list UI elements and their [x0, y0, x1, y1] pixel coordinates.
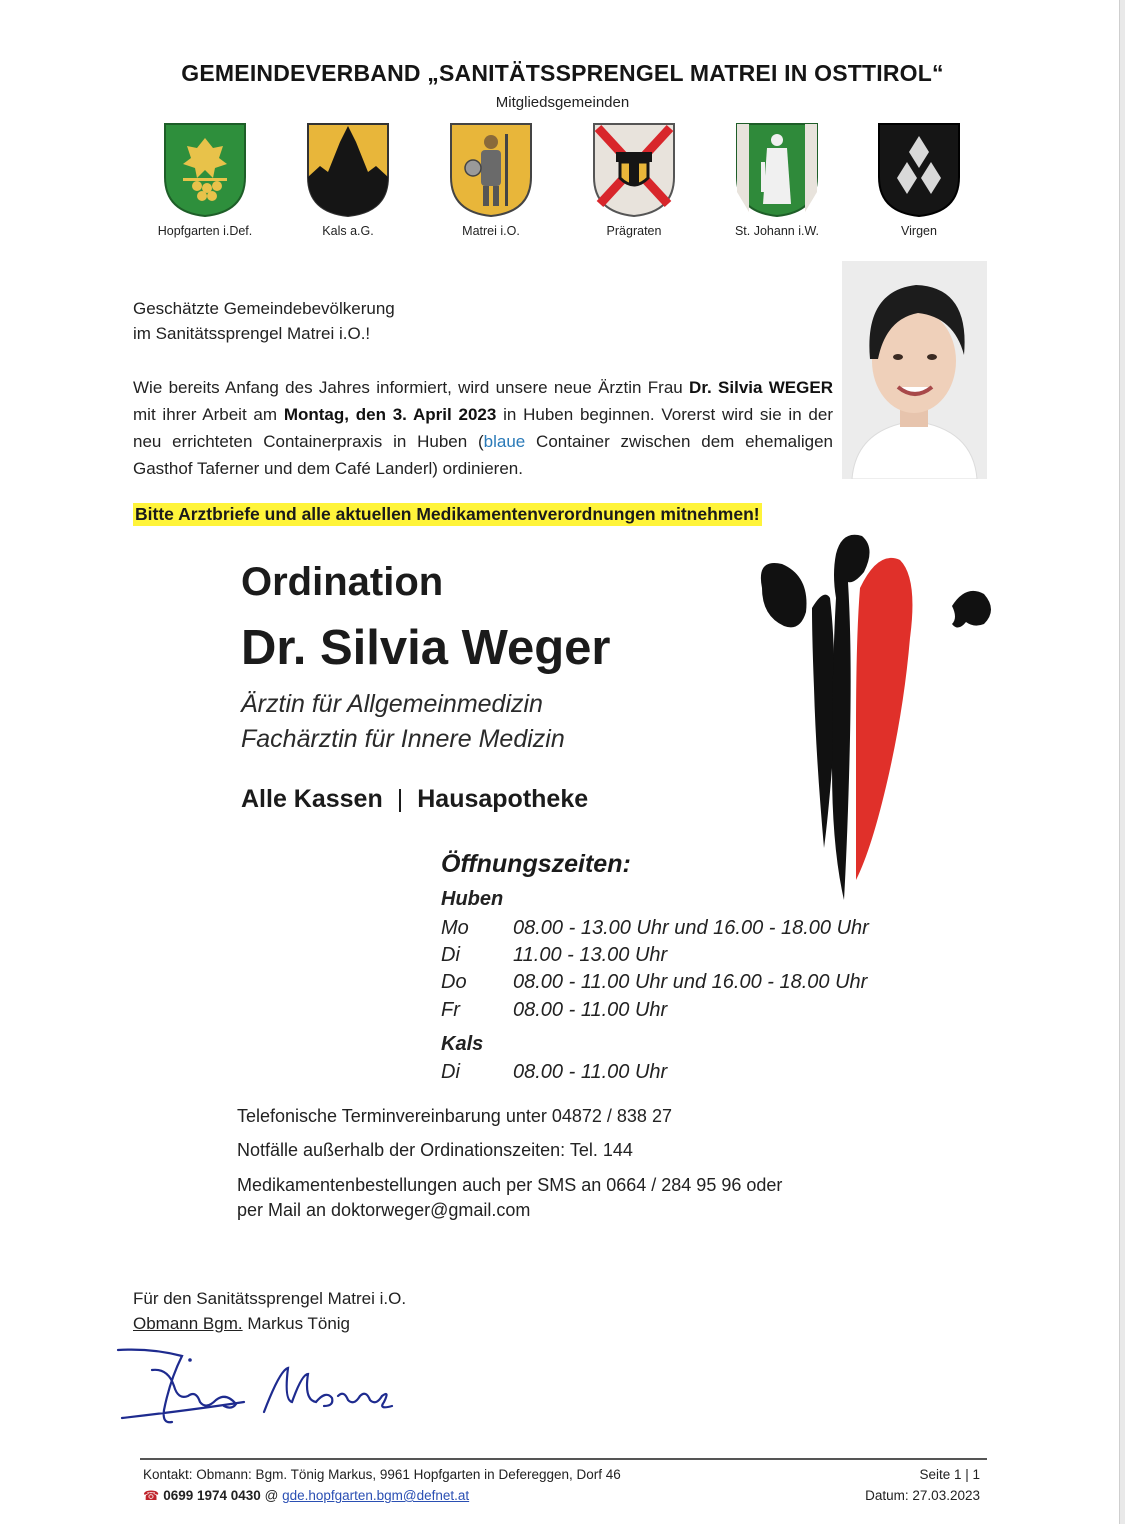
hours-row: [441, 1061, 667, 1084]
doctor-name-bold: Dr. Silvia WEGER: [689, 378, 833, 397]
crest-label: Kals a.G.: [322, 224, 374, 238]
handwritten-signature: [112, 1340, 402, 1440]
hours-row: [441, 917, 869, 940]
footer-address: Kontakt: Obmann: Bgm. Tönig Markus, 9961 Hopfgarten in Defereggen, Dorf 46: [143, 1467, 621, 1482]
phone-icon: ☎: [143, 1488, 160, 1503]
hours-row: [441, 944, 667, 967]
hours-row: [441, 971, 867, 994]
time: 08.00 - 11.00 Uhr: [513, 1061, 668, 1083]
mountain-crest-icon: [306, 122, 390, 218]
opening-hours-title: Öffnungszeiten:: [441, 850, 631, 878]
crest-label: Prägraten: [606, 224, 662, 238]
separator: |: [396, 785, 404, 813]
doctor-name-heading: Dr. Silvia Weger: [241, 621, 611, 675]
org-title: GEMEINDEVERBAND „SANITÄTSSPRENGEL MATREI IN OSTTIROL“: [181, 60, 944, 86]
day: Di: [441, 944, 460, 966]
crest-label: St. Johann i.W.: [734, 224, 820, 238]
ordination-label: Ordination: [241, 560, 444, 604]
signoff-name: Markus Tönig: [242, 1314, 351, 1333]
greeting: [133, 296, 395, 346]
text: mit ihrer Arbeit am: [133, 405, 284, 424]
crest-matrei: [431, 122, 551, 238]
crest-st-johann: [717, 122, 837, 238]
blue-word: blaue: [483, 432, 526, 451]
day: Do: [441, 971, 467, 993]
kassen-label: Alle Kassen: [241, 785, 383, 813]
crest-label: Hopfgarten i.Def.: [157, 224, 253, 238]
greeting-line-1: Geschätzte Gemeindebevölkerung: [133, 299, 395, 318]
day: Di: [441, 1061, 460, 1083]
announcement-paragraph: [133, 374, 833, 482]
appointment-phone: Telefonische Terminvereinbarung unter 04872 / 838 27: [237, 1106, 672, 1126]
apotheke-label: Hausapotheke: [417, 785, 589, 813]
specialty-general: Ärztin für Allgemeinmedizin: [241, 690, 543, 718]
crest-virgen: [859, 122, 979, 238]
time: 08.00 - 11.00 Uhr und 16.00 - 18.00 Uhr: [513, 971, 868, 993]
highlight-notice: Bitte Arztbriefe und alle aktuellen Medikamentenverordnungen mitnehmen!: [135, 504, 760, 524]
time: 08.00 - 11.00 Uhr: [513, 999, 668, 1021]
portrait-image: [842, 261, 987, 479]
location-kals: Kals: [441, 1033, 484, 1055]
saint-crest-icon: [449, 122, 533, 218]
page-number: Seite 1 | 1: [919, 1467, 980, 1482]
crest-praegraten: [574, 122, 694, 238]
time: 08.00 - 13.00 Uhr und 16.00 - 18.00 Uhr: [513, 917, 869, 939]
day: Fr: [441, 999, 460, 1021]
day: Mo: [441, 917, 469, 939]
members-subtitle: Mitgliedsgemeinden: [495, 94, 630, 111]
signoff-for-line: Für den Sanitätssprengel Matrei i.O.: [133, 1289, 407, 1308]
cross-crest-icon: [592, 122, 676, 218]
text: Container zwischen dem ehemaligen Gasthof Taferner und dem Café Landerl) ordinieren.: [133, 432, 833, 478]
brush-logo-icon: [752, 528, 997, 903]
footer-contact: [143, 1464, 621, 1506]
location-huben: Huben: [441, 888, 504, 910]
time: 11.00 - 13.00 Uhr: [513, 944, 668, 966]
at-sign: @: [264, 1488, 279, 1503]
doctor-photo: [842, 261, 987, 479]
specialty-internal: Fachärztin für Innere Medizin: [241, 725, 565, 753]
hop-crest-icon: [163, 122, 247, 218]
signoff-name-line: [133, 1311, 406, 1336]
signoff: [133, 1286, 406, 1336]
crest-hopfgarten: [145, 122, 265, 238]
text: Wie bereits Anfang des Jahres informiert, wird unsere neue Ärztin Frau: [133, 378, 690, 397]
crest-kals: [288, 122, 408, 238]
footer-meta: [830, 1464, 980, 1506]
mail-line: per Mail an doktorweger@gmail.com: [237, 1200, 531, 1220]
start-date-bold: Montag, den 3. April 2023: [283, 405, 497, 424]
text: in Huben beginnen. Vorerst wird sie in der neu errichteten Containerpraxis in Huben (: [133, 405, 833, 451]
footer-phone: 0699 1974 0430: [163, 1488, 261, 1503]
document-date: Datum: 27.03.2023: [865, 1488, 980, 1503]
services-line: [241, 785, 588, 814]
hours-row: [441, 999, 667, 1022]
saint-green-crest-icon: [735, 122, 819, 218]
crest-label: Matrei i.O.: [462, 224, 520, 238]
emergency-line: Notfälle außerhalb der Ordinationszeiten: Tel. 144: [237, 1140, 633, 1160]
crest-label: Virgen: [901, 224, 937, 238]
footer-email-link[interactable]: gde.hopfgarten.bgm@defnet.at: [282, 1488, 470, 1503]
footer-divider: [140, 1458, 987, 1460]
signoff-title: Obmann Bgm.: [133, 1314, 243, 1333]
footer-phone-line: [143, 1485, 621, 1506]
crest-row: [0, 122, 1125, 247]
greeting-line-2: im Sanitätssprengel Matrei i.O.!: [133, 324, 371, 343]
diamonds-crest-icon: [877, 122, 961, 218]
sms-line: Medikamentenbestellungen auch per SMS an 0664 / 284 95 96 oder: [237, 1175, 783, 1195]
